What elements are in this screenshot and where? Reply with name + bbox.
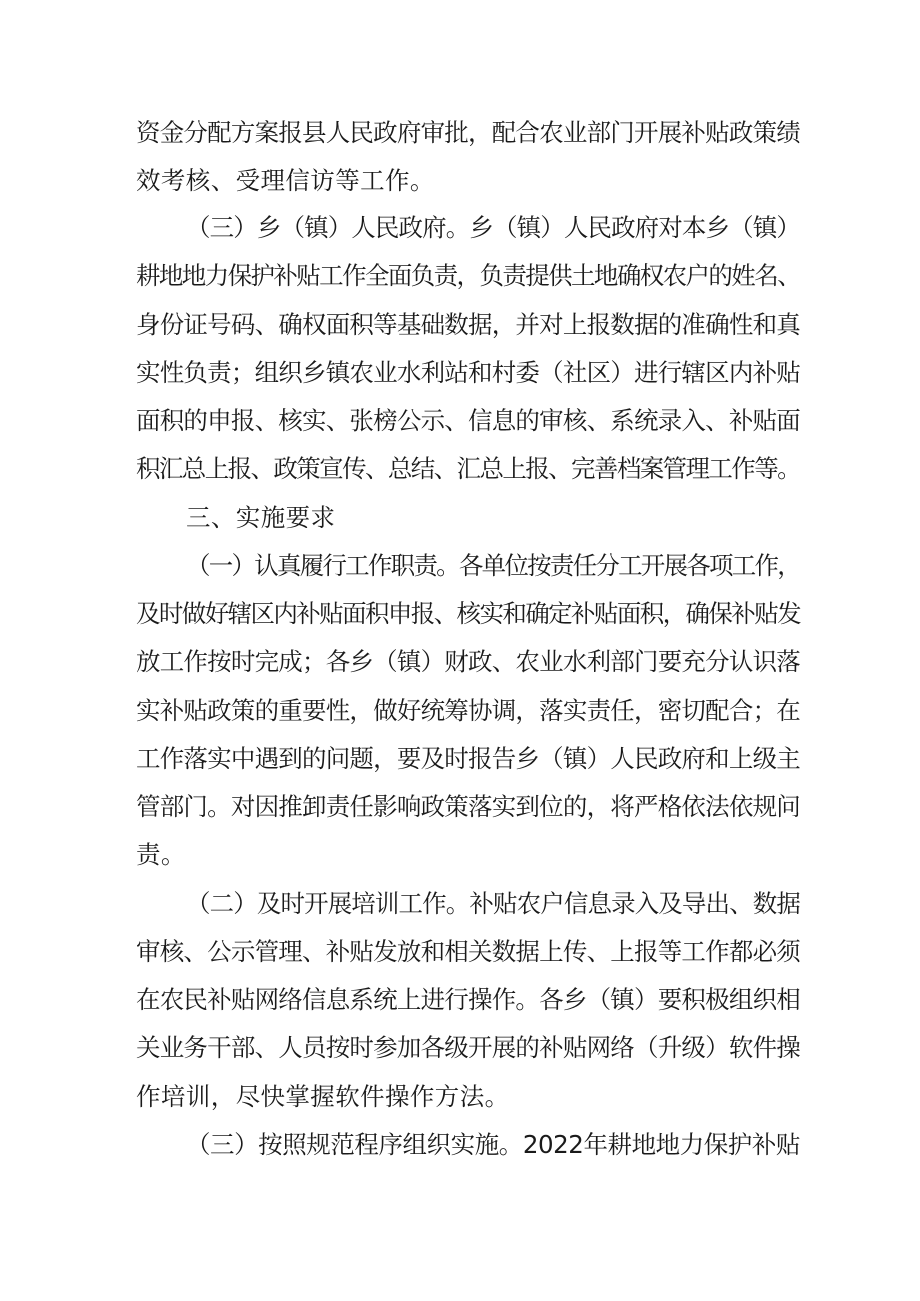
text-line: 工作落实中遇到的问题，要及时报告乡（镇）人民政府和上级主 <box>136 744 800 773</box>
text-line: 及时做好辖区内补贴面积申报、核实和确定补贴面积，确保补贴发 <box>136 599 800 628</box>
text-line: 在农民补贴网络信息系统上进行操作。各乡（镇）要积极组织相 <box>136 985 800 1014</box>
paragraph-heading: （三）按照规范程序组织实施。2022年耕地地力保护补贴 <box>186 1130 800 1159</box>
text-line: 责。 <box>136 840 186 869</box>
text-line: 关业务干部、人员按时参加各级开展的补贴网络（升级）软件操 <box>136 1033 800 1062</box>
section-heading: 三、实施要求 <box>186 503 336 532</box>
text-line: 积汇总上报、政策宣传、总结、汇总上报、完善档案管理工作等。 <box>136 454 800 483</box>
text-line: 效考核、受理信访等工作。 <box>136 166 435 195</box>
text-line: 面积的申报、核实、张榜公示、信息的审核、系统录入、补贴面 <box>136 406 800 435</box>
text-line: 身份证号码、确权面积等基础数据，并对上报数据的准确性和真 <box>136 310 800 339</box>
text-line: 放工作按时完成；各乡（镇）财政、农业水利部门要充分认识落 <box>136 647 800 676</box>
paragraph-heading: （三）乡（镇）人民政府。乡（镇）人民政府对本乡（镇） <box>186 213 800 242</box>
text-line: 管部门。对因推卸责任影响政策落实到位的，将严格依法依规问 <box>136 792 800 821</box>
text-line: 作培训，尽快掌握软件操作方法。 <box>136 1082 510 1111</box>
paragraph-heading: （一）认真履行工作职责。各单位按责任分工开展各项工作， <box>186 551 800 580</box>
text-line: 审核、公示管理、补贴发放和相关数据上传、上报等工作都必须 <box>136 937 800 966</box>
text-line: 资金分配方案报县人民政府审批，配合农业部门开展补贴政策绩 <box>136 118 800 147</box>
text-line: 实补贴政策的重要性，做好统筹协调，落实责任，密切配合；在 <box>136 696 800 725</box>
text-line: 耕地地力保护补贴工作全面负责，负责提供土地确权农户的姓名、 <box>136 261 800 290</box>
paragraph-heading: （二）及时开展培训工作。补贴农户信息录入及导出、数据 <box>186 889 800 918</box>
text-line: 实性负责；组织乡镇农业水利站和村委（社区）进行辖区内补贴 <box>136 358 800 387</box>
